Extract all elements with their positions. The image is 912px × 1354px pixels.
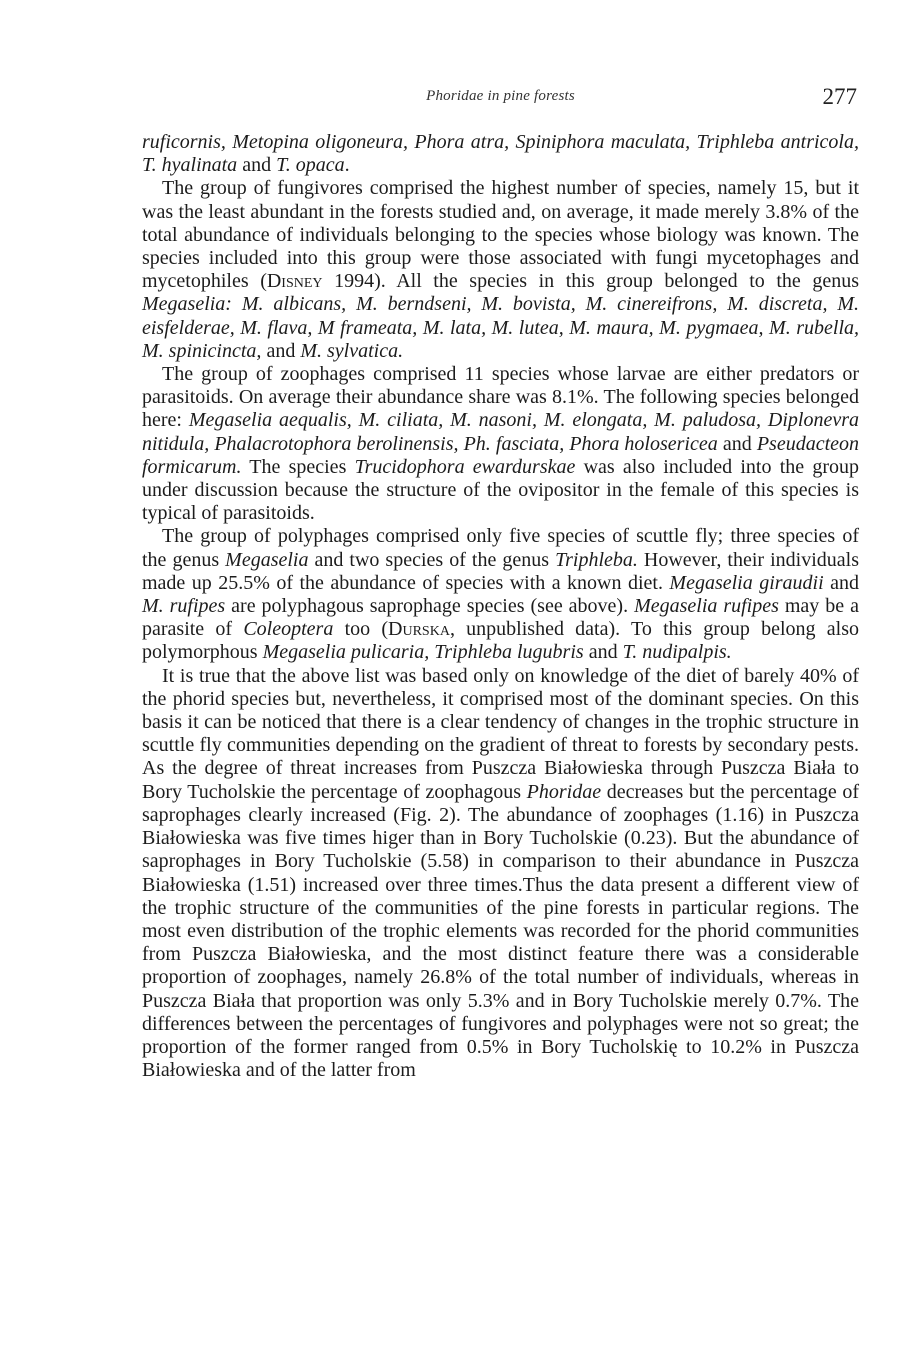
species-name-italic: Phoridae bbox=[526, 780, 602, 803]
body-text bbox=[142, 131, 859, 1082]
text-run: 1994). All the species in this group belonged to the genus bbox=[322, 270, 859, 293]
text-run: and two species of the genus bbox=[308, 548, 556, 571]
text-run: , unpublished data). To this group belong also polymorphous bbox=[142, 618, 859, 664]
author-citation: Durska bbox=[388, 618, 450, 641]
running-title: Phoridae in pine forests bbox=[426, 88, 575, 104]
text-run: and bbox=[237, 154, 277, 177]
species-name-italic: T. opaca bbox=[276, 154, 345, 177]
text-run: The group of polyphages comprised only five species of scuttle fly; three species of the genus bbox=[142, 525, 859, 571]
text-run: The group of zoophages comprised 11 species whose larvae are either predators or parasitoids. On average their abundance share was 8.1%. The following species belonged here: bbox=[142, 363, 859, 432]
text-run: are polyphagous saprophage species (see above). bbox=[225, 595, 635, 618]
species-name-italic: Megaselia pulicaria, Triphleba lugubris bbox=[262, 641, 584, 664]
paragraph bbox=[142, 177, 859, 363]
text-run: may be a parasite of bbox=[142, 595, 860, 641]
species-name-italic: T. nudipalpis. bbox=[622, 641, 732, 664]
paragraph bbox=[142, 363, 859, 525]
text-run: It is true that the above list was based only on knowledge of the diet of barely 40% of the phorid species but, nevertheless, it comprised most of the dominant species. On this basis it can be noticed that there is a clear tendency of changes in the trophic structure in scuttle fly communities depending on the gradient of threat to forests by secondary pests. As the degree of threat increases from Puszcza Białowieska through Puszcza Biała to Bory Tucholskie the percentage of zoophagous bbox=[142, 664, 859, 803]
text-run: too ( bbox=[333, 618, 389, 641]
page-header bbox=[142, 84, 859, 114]
text-run: The species bbox=[241, 455, 355, 478]
paragraph bbox=[142, 665, 859, 1083]
species-name-italic: Megaselia bbox=[225, 548, 309, 571]
text-run: . bbox=[344, 154, 350, 177]
text-run: and bbox=[717, 432, 757, 455]
text-run: The group of fungivores comprised the highest number of species, namely 15, but it was the least abundant in the forests studied and, on average, it made merely 3.8% of the total abundance of individuals belonging to the species whose biology was known. The species included into this group were those associated with fungi mycetophages and mycetophiles ( bbox=[142, 177, 859, 293]
species-name-italic: Megaselia rufipes bbox=[634, 595, 779, 618]
species-name-italic: Coleoptera bbox=[243, 618, 334, 641]
paragraph bbox=[142, 131, 859, 177]
author-citation: Disney bbox=[266, 270, 323, 293]
species-name-italic: M. rufipes bbox=[142, 595, 226, 618]
text-run: decreases but the percentage of saprophages clearly increased (Fig. 2). The abundance of zoophages (1.16) in Puszcza Białowieska was five times higer than in Bory Tucholskie (0.23). But the abundance of saprophages in Bory Tucholskie (5.58) in comparison to their abundance in Puszcza Białowieska (1.51) increased over three times.Thus the data present a different view of the trophic structure of the communities of the pine forests in particular regions. The most even distribution of the trophic elements was recorded for the phorid communities from Puszcza Białowieska, and the most distinct feature there was a considerable proportion of zoophages, namely 26.8% of the total number of individuals, whereas in Puszcza Biała that proportion was only 5.3% and in Bory Tucholskie merely 0.7%. The differences between the percentages of fungivores and polyphages were not so great; the proportion of the former ranged from 0.5% in Bory Tucholskię to 10.2% in Puszcza Białowieska and of the latter from bbox=[142, 780, 859, 1082]
text-run: and bbox=[823, 571, 859, 594]
species-name-italic: Pseudacteon formicarum. bbox=[142, 432, 859, 478]
text-run: However, their individuals made up 25.5% of the abundance of species with a known diet. bbox=[142, 548, 860, 594]
species-name-italic: Megaselia aequalis, M. ciliata, M. nasoni, M. elongata, M. paludosa, Diplonevra nitidula, Phalacrotophora berolinensis, Ph. fasciata, Phora holosericea bbox=[142, 409, 859, 455]
text-run: and bbox=[583, 641, 623, 664]
species-name-italic: Trucidophora ewardurskae bbox=[354, 455, 576, 478]
species-name-italic: Megaselia giraudii bbox=[669, 571, 824, 594]
paragraph bbox=[142, 525, 859, 664]
text-run: was also included into the group under discussion because the structure of the ovipositor in the female of this species is typical of parasitoids. bbox=[142, 455, 859, 525]
species-name-italic: ruficornis, Metopina oligoneura, Phora atra, Spiniphora maculata, Triphleba antricola, T. hyalinata bbox=[142, 131, 859, 177]
page-number: 277 bbox=[822, 84, 857, 109]
text-run: and bbox=[261, 339, 301, 362]
species-name-italic: Triphleba. bbox=[555, 548, 638, 571]
species-name-italic: Megaselia: M. albicans, M. berndseni, M. bovista, M. cinereifrons, M. discreta, M. eisfelderae, M. flava, M frameata, M. lata, M. lutea, M. maura, M. pygmaea, M. rubella, M. spinicincta, bbox=[142, 293, 859, 362]
species-name-italic: M. sylvatica. bbox=[300, 339, 404, 362]
